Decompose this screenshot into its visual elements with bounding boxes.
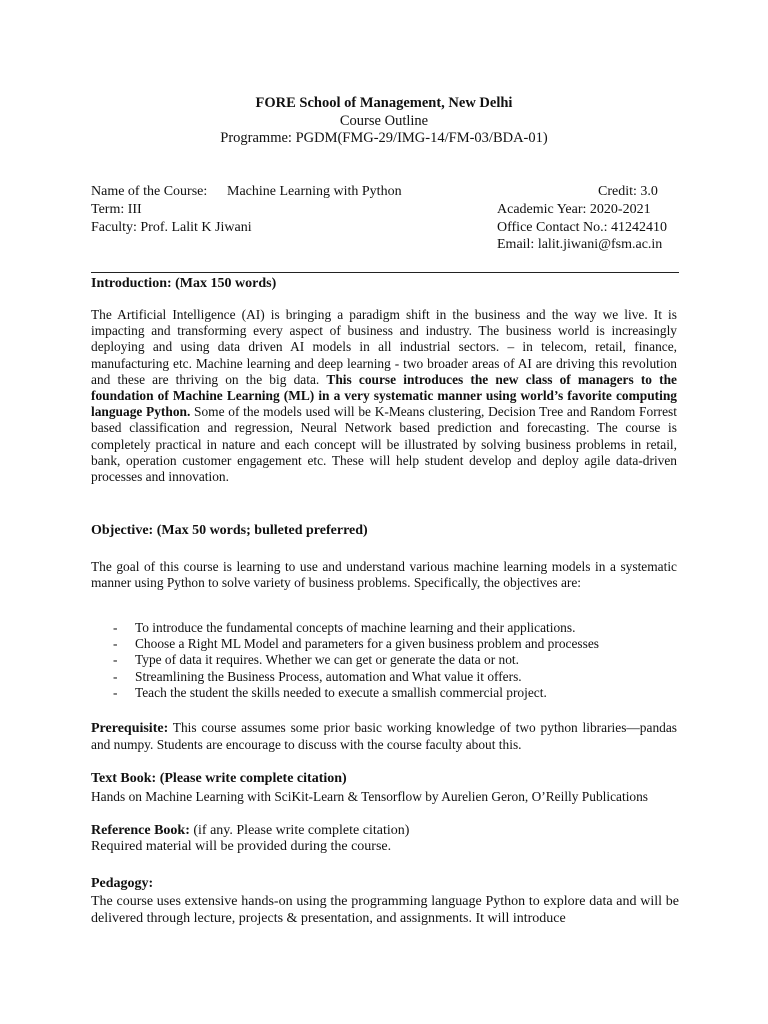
objective-heading: Objective: (Max 50 words; bulleted preferred) <box>91 523 368 538</box>
document-type: Course Outline <box>339 113 429 129</box>
list-item-text: To introduce the fundamental concepts of machine learning and their applications. <box>135 620 576 635</box>
list-item-text: Streamlining the Business Process, automation and What value it offers. <box>135 668 522 684</box>
pedagogy-heading: Pedagogy: <box>91 876 154 891</box>
bullet-dash: - <box>113 652 118 668</box>
list-item-text: Choose a Right ML Model and parameters for a given business problem and processes <box>135 636 599 652</box>
faculty-name: Faculty: Prof. Lalit K Jiwani <box>91 220 252 235</box>
introduction-text-a: The Artificial Intelligence (AI) is bringing a paradigm shift in the business and the way we live. It is impacting and transforming every aspect of business and industry. The business world is increasingly deploying and using data driven AI models in all industrial sectors. – in telecom, retail, finance, manufacturing etc. Machine learning and deep learning - two broader areas of AI are driving this revolution and these are thriving on the big data. <box>91 307 677 387</box>
list-item <box>113 620 673 636</box>
introduction-text-bold: This course introduces the new class of managers to the foundation of Machine Learning (ML) in a very systematic manner using world’s favorite computing language Python. <box>91 371 678 420</box>
bullet-dash: - <box>113 668 118 684</box>
credit-value: Credit: 3.0 <box>598 184 658 199</box>
list-item-text: Type of data it requires. Whether we can get or generate the data or not. <box>135 652 519 668</box>
introduction-paragraph <box>91 307 677 485</box>
bullet-dash: - <box>113 684 118 700</box>
textbook-citation: Hands on Machine Learning with SciKit-Learn & Tensorflow by Aurelien Geron, O’Reilly Publications <box>91 789 649 804</box>
objective-list <box>113 620 673 701</box>
faculty-email: Email: lalit.jiwani@fsm.ac.in <box>497 237 663 252</box>
reference-heading: Reference Book: <box>91 823 190 838</box>
list-item <box>113 636 673 652</box>
list-item-text: Teach the student the skills needed to execute a smallish commercial project. <box>135 684 547 700</box>
introduction-text-b: Some of the models used will be K-Means clustering, Decision Tree and Random Forrest based classification and regression, Neural Network based prediction and forecasting. The course is completely practical in nature and each concept will be illustrated by solving business problems in retail, bank, operation customer engagement etc. These will help student develop and deploy agile data-driven processes and innovation. <box>91 404 677 485</box>
prerequisite-paragraph <box>91 720 677 753</box>
objective-paragraph: The goal of this course is learning to use and understand various machine learning models in a systematic manner using Python to solve variety of business problems. Specifically, the objectives are: <box>91 559 677 591</box>
bullet-dash: - <box>113 636 118 652</box>
introduction-heading: Introduction: (Max 150 words) <box>91 276 277 291</box>
academic-year: Academic Year: 2020-2021 <box>497 202 651 217</box>
list-item <box>113 652 673 668</box>
term-value: Term: III <box>91 202 142 217</box>
reference-heading-line <box>91 822 681 839</box>
reference-text: Required material will be provided during the course. <box>91 839 392 854</box>
course-name-value: Machine Learning with Python <box>227 184 402 199</box>
textbook-heading: Text Book: (Please write complete citation) <box>91 771 347 786</box>
office-contact: Office Contact No.: 41242410 <box>497 220 668 235</box>
programme-line: Programme: PGDM(FMG-29/IMG-14/FM-03/BDA-01) <box>220 130 548 146</box>
prerequisite-text: This course assumes some prior basic working knowledge of two python libraries—pandas and numpy. Students are encourage to discuss with the course faculty about this. <box>91 720 677 753</box>
prerequisite-heading: Prerequisite: <box>91 721 169 736</box>
list-item <box>113 669 673 685</box>
course-name-label: Name of the Course: <box>91 184 208 199</box>
pedagogy-paragraph: The course uses extensive hands-on using the programming language Python to explore data and will be delivered through lecture, projects & presentation, and assignments. It will introduce <box>91 894 679 926</box>
header-divider <box>91 272 679 273</box>
bullet-dash: - <box>113 620 118 635</box>
reference-heading-note: (if any. Please write complete citation) <box>189 823 410 838</box>
institution-title: FORE School of Management, New Delhi <box>255 95 513 111</box>
list-item <box>113 685 673 701</box>
